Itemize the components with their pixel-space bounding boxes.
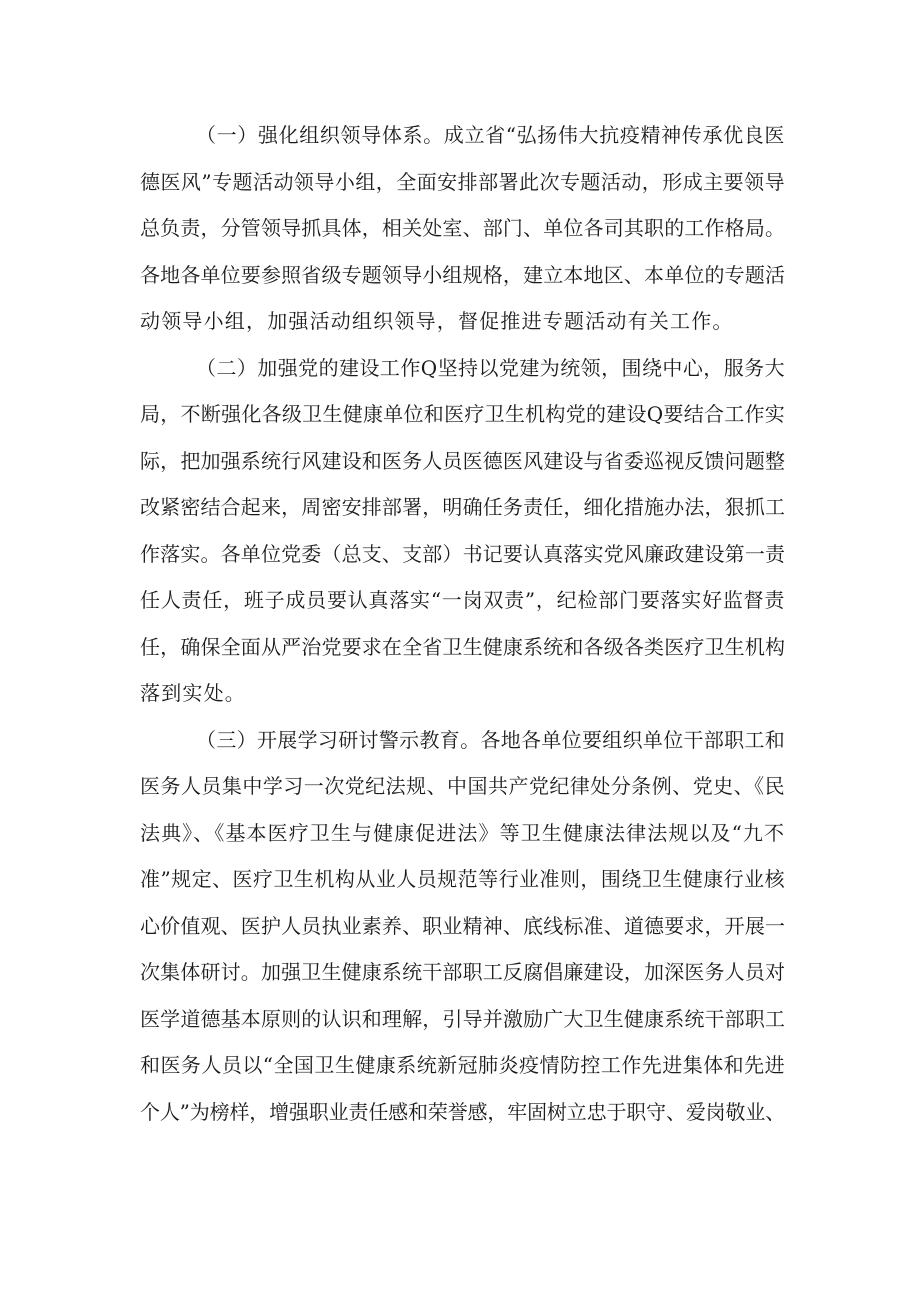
paragraph-2-line-4: 改紧密结合起来，周密安排部署，明确任务责任，细化措施办法，狠抓工 bbox=[140, 495, 785, 519]
paragraph-3-line-4: 准”规定、医疗卫生机构从业人员规范等行业准则，围绕卫生健康行业核 bbox=[140, 867, 785, 891]
paragraph-3-line-7: 医学道德基本原则的认识和理解，引导并激励广大卫生健康系统干部职工 bbox=[140, 1006, 785, 1031]
paragraph-3-line-6: 次集体研讨。加强卫生健康系统干部职工反腐倡廉建设，加深医务人员对 bbox=[140, 960, 785, 984]
paragraph-3-line-5: 心价值观、医护人员执业素养、职业精神、底线标准、道德要求，开展一 bbox=[140, 913, 785, 938]
paragraph-2-line-1: （二）加强党的建设工作Q坚持以党建为统领，围绕中心，服务大 bbox=[196, 355, 785, 380]
paragraph-2-line-2: 局，不断强化各级卫生健康单位和医疗卫生机构党的建设Q要结合工作实 bbox=[140, 402, 785, 426]
paragraph-1-line-4: 各地各单位要参照省级专题领导小组规格，建立本地区、本单位的专题活 bbox=[140, 262, 785, 287]
paragraph-3-line-8: 和医务人员以“全国卫生健康系统新冠肺炎疫情防控工作先进集体和先进 bbox=[140, 1053, 785, 1077]
paragraph-1-line-1: （一）强化组织领导体系。成立省“弘扬伟大抗疫精神传承优良医 bbox=[196, 123, 785, 147]
paragraph-2-line-7: 任，确保全面从严治党要求在全省卫生健康系统和各级各类医疗卫生机构 bbox=[140, 634, 785, 659]
paragraph-1-line-3: 总负责，分管领导抓具体，相关处室、部门、单位各司其职的工作格局。 bbox=[140, 216, 785, 240]
paragraph-2-line-8: 落到实处。 bbox=[140, 681, 246, 705]
paragraph-1-line-5: 动领导小组，加强活动组织领导，督促推进专题活动有关工作。 bbox=[140, 309, 734, 333]
paragraph-2-line-3: 际，把加强系统行风建设和医务人员医德医风建设与省委巡视反馈问题整 bbox=[140, 448, 785, 473]
paragraph-1-line-2: 德医风”专题活动领导小组，全面安排部署此次专题活动，形成主要领导 bbox=[140, 169, 785, 194]
paragraph-3-line-9: 个人”为榜样，增强职业责任感和荣誉感，牢固树立忠于职守、爱岗敬业、 bbox=[140, 1099, 785, 1124]
paragraph-3-line-1: （三）开展学习研讨警示教育。各地各单位要组织单位干部职工和 bbox=[196, 727, 785, 752]
document-body bbox=[140, 112, 785, 1135]
paragraph-3-line-2: 医务人员集中学习一次党纪法规、中国共产党纪律处分条例、党史、《民 bbox=[140, 774, 785, 798]
paragraph-3-line-3: 法典》、《基本医疗卫生与健康促进法》等卫生健康法律法规以及“九不 bbox=[140, 820, 785, 845]
paragraph-2-line-5: 作落实。各单位党委（总支、支部）书记要认真落实党风廉政建设第一责 bbox=[140, 541, 785, 566]
paragraph-2-line-6: 任人责任，班子成员要认真落实“一岗双责”，纪检部门要落实好监督责 bbox=[140, 588, 785, 612]
